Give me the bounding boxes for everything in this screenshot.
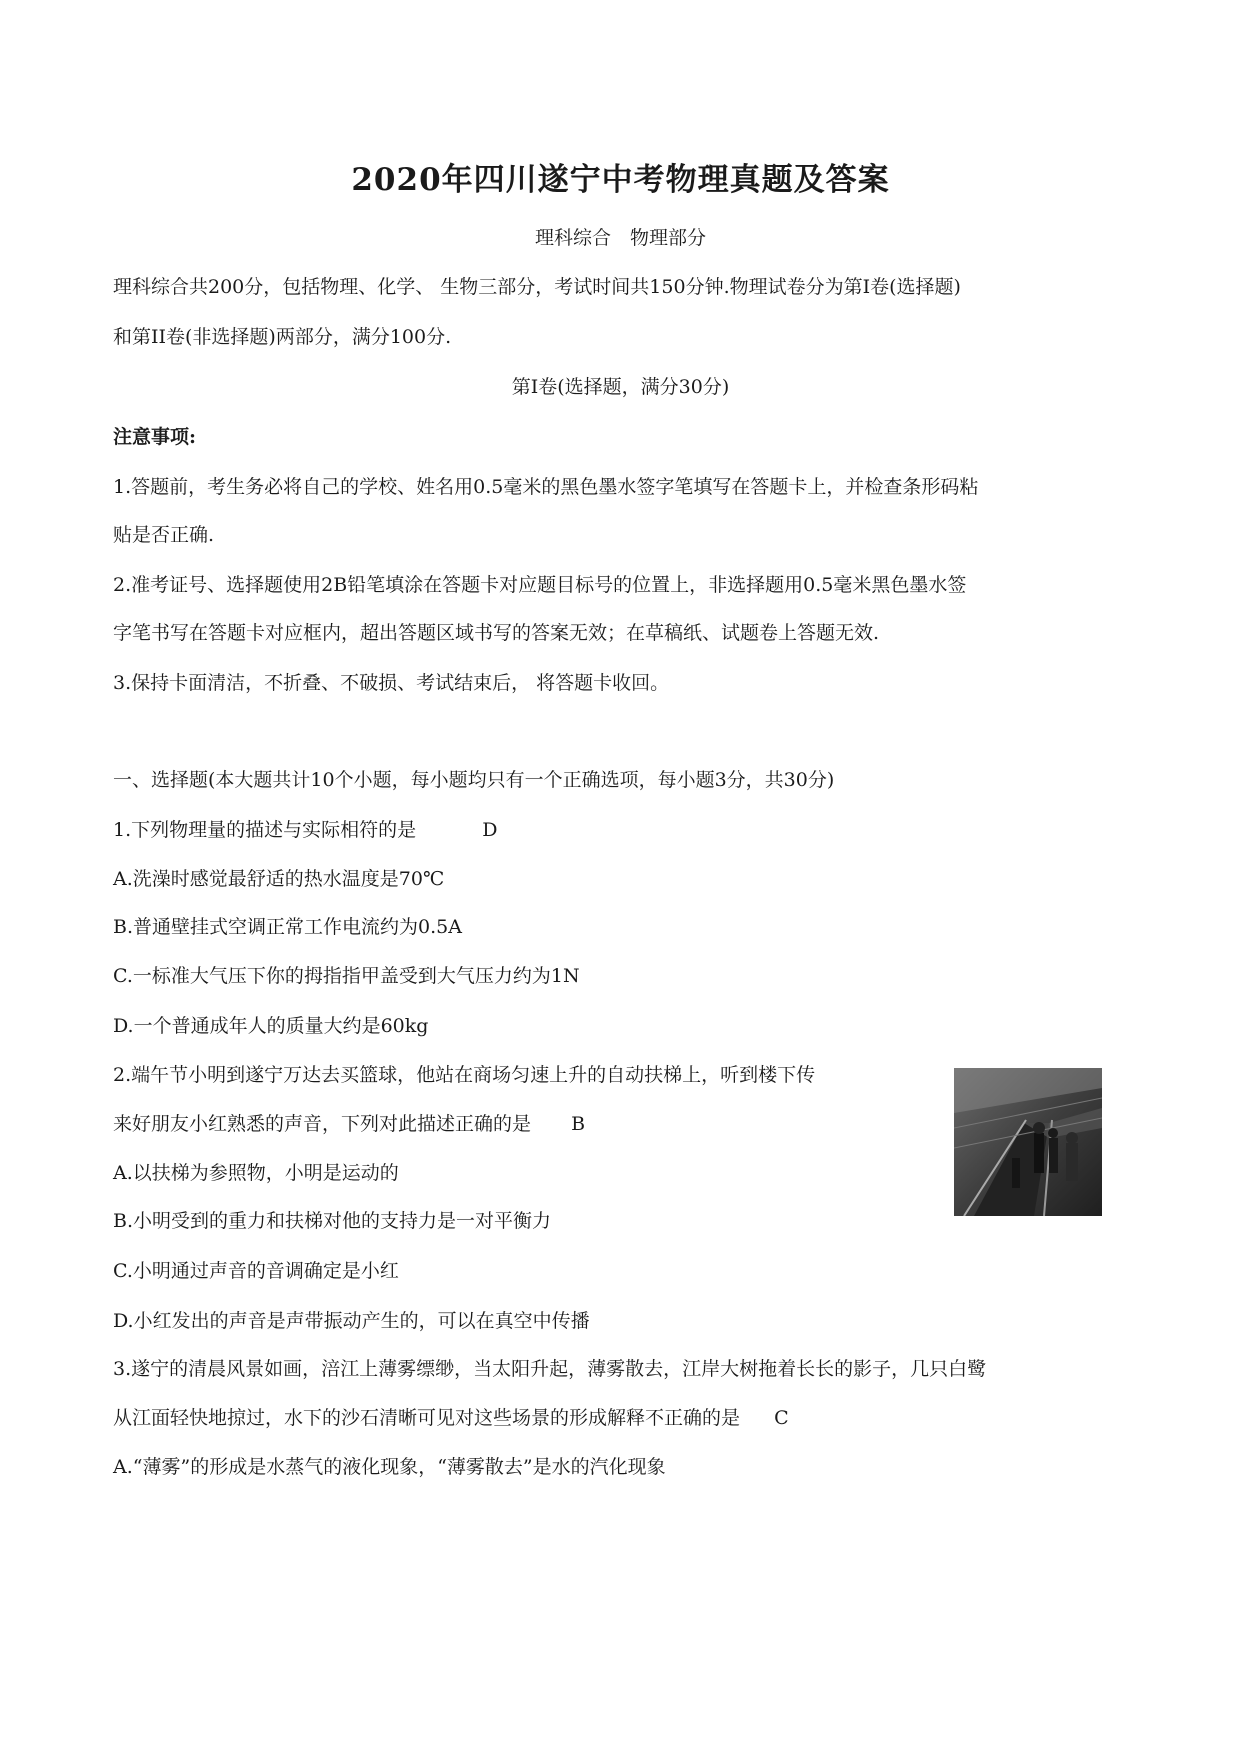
notes-title: 注意事项: <box>113 426 197 448</box>
q1-option-c: C.一标准大气压下你的拇指指甲盖受到大气压力约为1N <box>113 965 580 987</box>
note-line-2: 贴是否正确. <box>113 524 215 546</box>
note-line-1: 1.答题前，考生务必将自己的学校、姓名用0.5毫米的黑色墨水签字笔填写在答题卡上，并检查条形码粘 <box>113 476 979 498</box>
q2-option-b: B.小明受到的重力和扶梯对他的支持力是一对平衡力 <box>113 1210 552 1232</box>
q2-option-d: D.小红发出的声音是声带振动产生的，可以在真空中传播 <box>113 1310 590 1332</box>
escalator-photo <box>954 1068 1102 1216</box>
q1-option-a: A.洗澡时感觉最舒适的热水温度是70℃ <box>113 868 445 890</box>
q1-stem: 1.下列物理量的描述与实际相符的是 <box>113 819 417 841</box>
q1-answer: D <box>482 819 498 841</box>
document-subtitle: 理科综合 物理部分 <box>534 227 706 249</box>
q3-option-a: A.“薄雾”的形成是水蒸气的液化现象，“薄雾散去”是水的汽化现象 <box>113 1456 666 1478</box>
q2-stem-line-2 <box>113 1115 585 1134</box>
intro-line-2: 和第II卷(非选择题)两部分，满分100分. <box>113 326 452 348</box>
q2-option-c: C.小明通过声音的音调确定是小红 <box>113 1260 399 1282</box>
part1-heading: 一、选择题(本大题共计10个小题，每小题均只有一个正确选项，每小题3分，共30分) <box>113 769 835 791</box>
q2-stem-line-1: 2.端午节小明到遂宁万达去买篮球，他站在商场匀速上升的自动扶梯上，听到楼下传 <box>113 1064 816 1086</box>
q3-answer: C <box>774 1407 789 1429</box>
section-title: 第I卷(选择题，满分30分) <box>511 376 730 398</box>
q3-stem: 从江面轻快地掠过，水下的沙石清晰可见对这些场景的形成解释不正确的是 <box>113 1407 741 1429</box>
q2-answer: B <box>571 1113 586 1135</box>
intro-line-1: 理科综合共200分，包括物理、化学、 生物三部分，考试时间共150分钟.物理试卷分为第I卷(选择题) <box>113 276 961 298</box>
note-line-3: 2.准考证号、选择题使用2B铅笔填涂在答题卡对应题目标号的位置上，非选择题用0.5毫米黑色墨水签 <box>113 574 967 596</box>
q1-option-b: B.普通壁挂式空调正常工作电流约为0.5A <box>113 916 462 938</box>
q3-stem-line-2 <box>113 1409 789 1428</box>
q2-option-a: A.以扶梯为参照物，小明是运动的 <box>113 1162 399 1184</box>
q3-stem-line-1: 3.遂宁的清晨风景如画，涪江上薄雾缥缈，当太阳升起，薄雾散去，江岸大树拖着长长的影子，几只白鹭 <box>113 1358 987 1380</box>
document-title: 2020年四川遂宁中考物理真题及答案 <box>351 162 890 198</box>
q1-stem-line <box>113 821 497 840</box>
q1-option-d: D.一个普通成年人的质量大约是60kg <box>113 1015 429 1037</box>
note-line-4: 字笔书写在答题卡对应框内，超出答题区域书写的答案无效；在草稿纸、试题卷上答题无效. <box>113 622 880 644</box>
note-line-5: 3.保持卡面清洁，不折叠、不破损、考试结束后， 将答题卡收回。 <box>113 672 670 694</box>
q2-stem: 来好朋友小红熟悉的声音，下列对此描述正确的是 <box>113 1113 532 1135</box>
